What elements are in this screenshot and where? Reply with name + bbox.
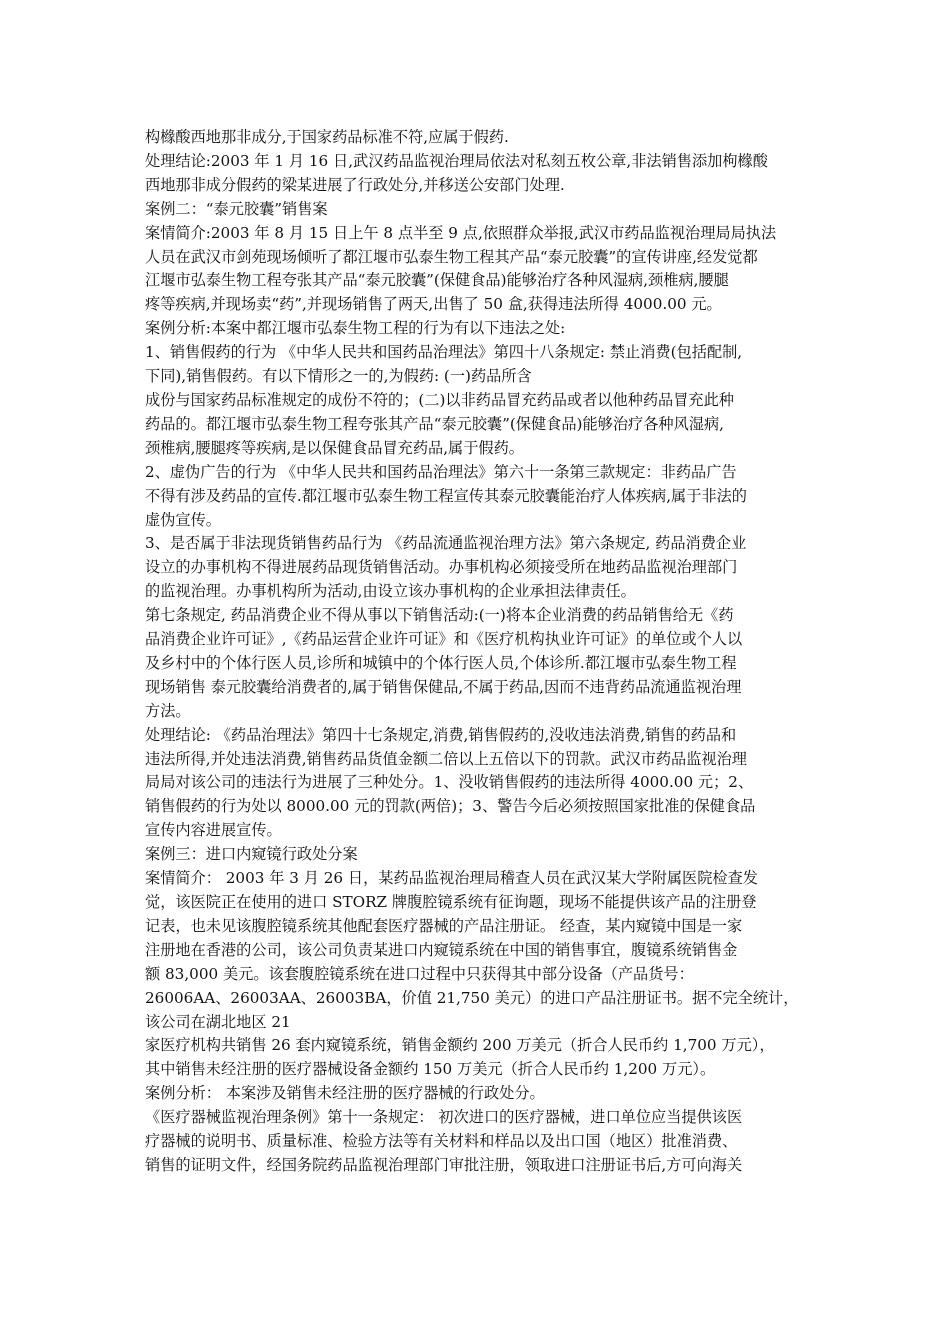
text-line: 案例分析： 本案涉及销售未经注册的医疗器械的行政处分。 (145, 1084, 545, 1103)
text-line: 品消费企业许可证》,《药品运营企业许可证》和《医疗机构执业许可证》的单位或个人以 (145, 630, 743, 649)
text-line: 药品的。都江堰市弘泰生物工程夸张其产品“泰元胶囊”(保健食品)能够治疗各种风湿病, (145, 414, 724, 433)
text-line: 3、是否属于非法现货销售药品行为 《药品流通监视治理方法》第六条规定, 药品消费企业 (145, 534, 747, 553)
document-body (145, 126, 811, 1178)
text-line: 处理结论:2003 年 1 月 16 日,武汉药品监视治理局依法对私刻五枚公章,非法销售添加枸橼酸 (145, 151, 768, 170)
text-line: 案例三：进口内窥镜行政处分案 (145, 845, 358, 864)
text-line: 案情简介:2003 年 8 月 15 日上午 8 点半至 9 点,依照群众举报,武汉市药品监视治理局局执法 (145, 223, 777, 242)
text-line: 现场销售 泰元胶囊给消费者的,属于销售保健品,不属于药品,因而不违背药品流通监视治理 (145, 677, 742, 696)
text-line: 觉，该医院正在使用的进口 STORZ 牌腹腔镜系统有征询题，现场不能提供该产品的注册登 (145, 893, 757, 911)
text-line: 记表，也未见该腹腔镜系统其他配套医疗器械的产品注册证。 经查，某内窥镜中国是一家 (145, 916, 743, 935)
text-line: 西地那非成分假药的梁某进展了行政处分,并移送公安部门处理. (145, 175, 565, 194)
text-line: 《医疗器械监视治理条例》第十一条规定： 初次进口的医疗器械，进口单位应当提供该医 (145, 1108, 743, 1127)
text-line: 的监视治理。办事机构所为活动,由设立该办事机构的企业承担法律责任。 (145, 582, 636, 601)
text-line: 26006AA、26003AA、26003BA，价值 21,750 美元）的进口产品注册证书。据不完全统计， (145, 988, 799, 1007)
text-line: 方法。 (145, 701, 191, 720)
text-line: 处理结论: 《药品治理法》第四十七条规定,消费,销售假药的,没收违法消费,销售的药品和 (145, 725, 737, 744)
text-line: 颈椎病,腰腿疼等疾病,是以保健食品冒充药品,属于假药。 (145, 438, 524, 457)
text-line: 销售假药的行为处以 8000.00 元的罚款(两倍)；3、警告今后必须按照国家批准的保健食品 (145, 797, 756, 816)
text-line: 案情简介： 2003 年 3 月 26 日，某药品监视治理局稽查人员在武汉某大学附属医院检查发 (145, 869, 758, 888)
text-line: 额 83,000 美元。该套腹腔镜系统在进口过程中只获得其中部分设备（产品货号： (145, 964, 694, 983)
text-line: 成份与国家药品标准规定的成份不符的；(二)以非药品冒充药品或者以他种药品冒充此种 (145, 390, 734, 409)
text-line: 疼等疾病,并现场卖“药”,并现场销售了两天,出售了 50 盒,获得违法所得 4000.00 元。 (145, 295, 722, 314)
text-line: 宣传内容进展宣传。 (145, 821, 282, 840)
text-line: 案例分析:本案中都江堰市弘泰生物工程的行为有以下违法之处: (145, 319, 566, 338)
text-line: 人员在武汉市剑苑现场倾听了都江堰市弘泰生物工程其产品“泰元胶囊”的宣传讲座,经发觉都 (145, 247, 758, 266)
text-line: 2、虚伪广告的行为 《中华人民共和国药品治理法》第六十一条第三款规定：非药品广告 (145, 462, 737, 481)
text-line: 家医疗机构共销售 26 套内窥镜系统，销售金额约 200 万美元（折合人民币约 1,700 万元）， (145, 1036, 775, 1055)
text-line: 其中销售未经注册的医疗器械设备金额约 150 万美元（折合人民币约 1,200 万元）。 (145, 1060, 716, 1079)
text-line: 及乡村中的个体行医人员,诊所和城镇中的个体行医人员,个体诊所.都江堰市弘泰生物工程 (145, 653, 737, 672)
text-line: 虚伪宣传。 (145, 510, 221, 529)
text-line: 下同),销售假药。有以下情形之一的,为假药: (一)药品所含 (145, 367, 532, 386)
text-line: 江堰市弘泰生物工程夸张其产品“泰元胶囊”(保健食品)能够治疗各种风湿病,颈椎病,腰腿 (145, 271, 729, 290)
text-line: 局局对该公司的违法行为进展了三种处分。1、没收销售假药的违法所得 4000.00 元；2、 (145, 773, 754, 792)
text-line: 1、销售假药的行为 《中华人民共和国药品治理法》第四十八条规定: 禁止消费(包括配制, (145, 343, 743, 362)
text-line: 违法所得,并处违法消费,销售药品货值金额二倍以上五倍以下的罚款。武汉市药品监视治理 (145, 749, 747, 768)
text-line: 疗器械的说明书、质量标准、检验方法等有关材料和样品以及出口国（地区）批准消费、 (145, 1132, 738, 1151)
text-line: 不得有涉及药品的宣传.都江堰市弘泰生物工程宣传其泰元胶囊能治疗人体疾病,属于非法的 (145, 486, 747, 505)
text-line: 销售的证明文件，经国务院药品监视治理部门审批注册，领取进口注册证书后,方可向海关 (145, 1155, 743, 1174)
text-line: 设立的办事机构不得进展药品现货销售活动。办事机构必须接受所在地药品监视治理部门 (145, 558, 738, 577)
text-line: 案例二：“泰元胶囊”销售案 (145, 199, 328, 218)
text-line: 第七条规定, 药品消费企业不得从事以下销售活动:(一)将本企业消费的药品销售给无《药 (145, 606, 734, 625)
text-line: 该公司在湖北地区 21 (145, 1012, 291, 1031)
text-line: 注册地在香港的公司，该公司负责某进口内窥镜系统在中国的销售事宜，腹镜系统销售金 (145, 940, 738, 959)
text-line: 构橼酸西地那非成分,于国家药品标准不符,应属于假药. (145, 128, 509, 146)
